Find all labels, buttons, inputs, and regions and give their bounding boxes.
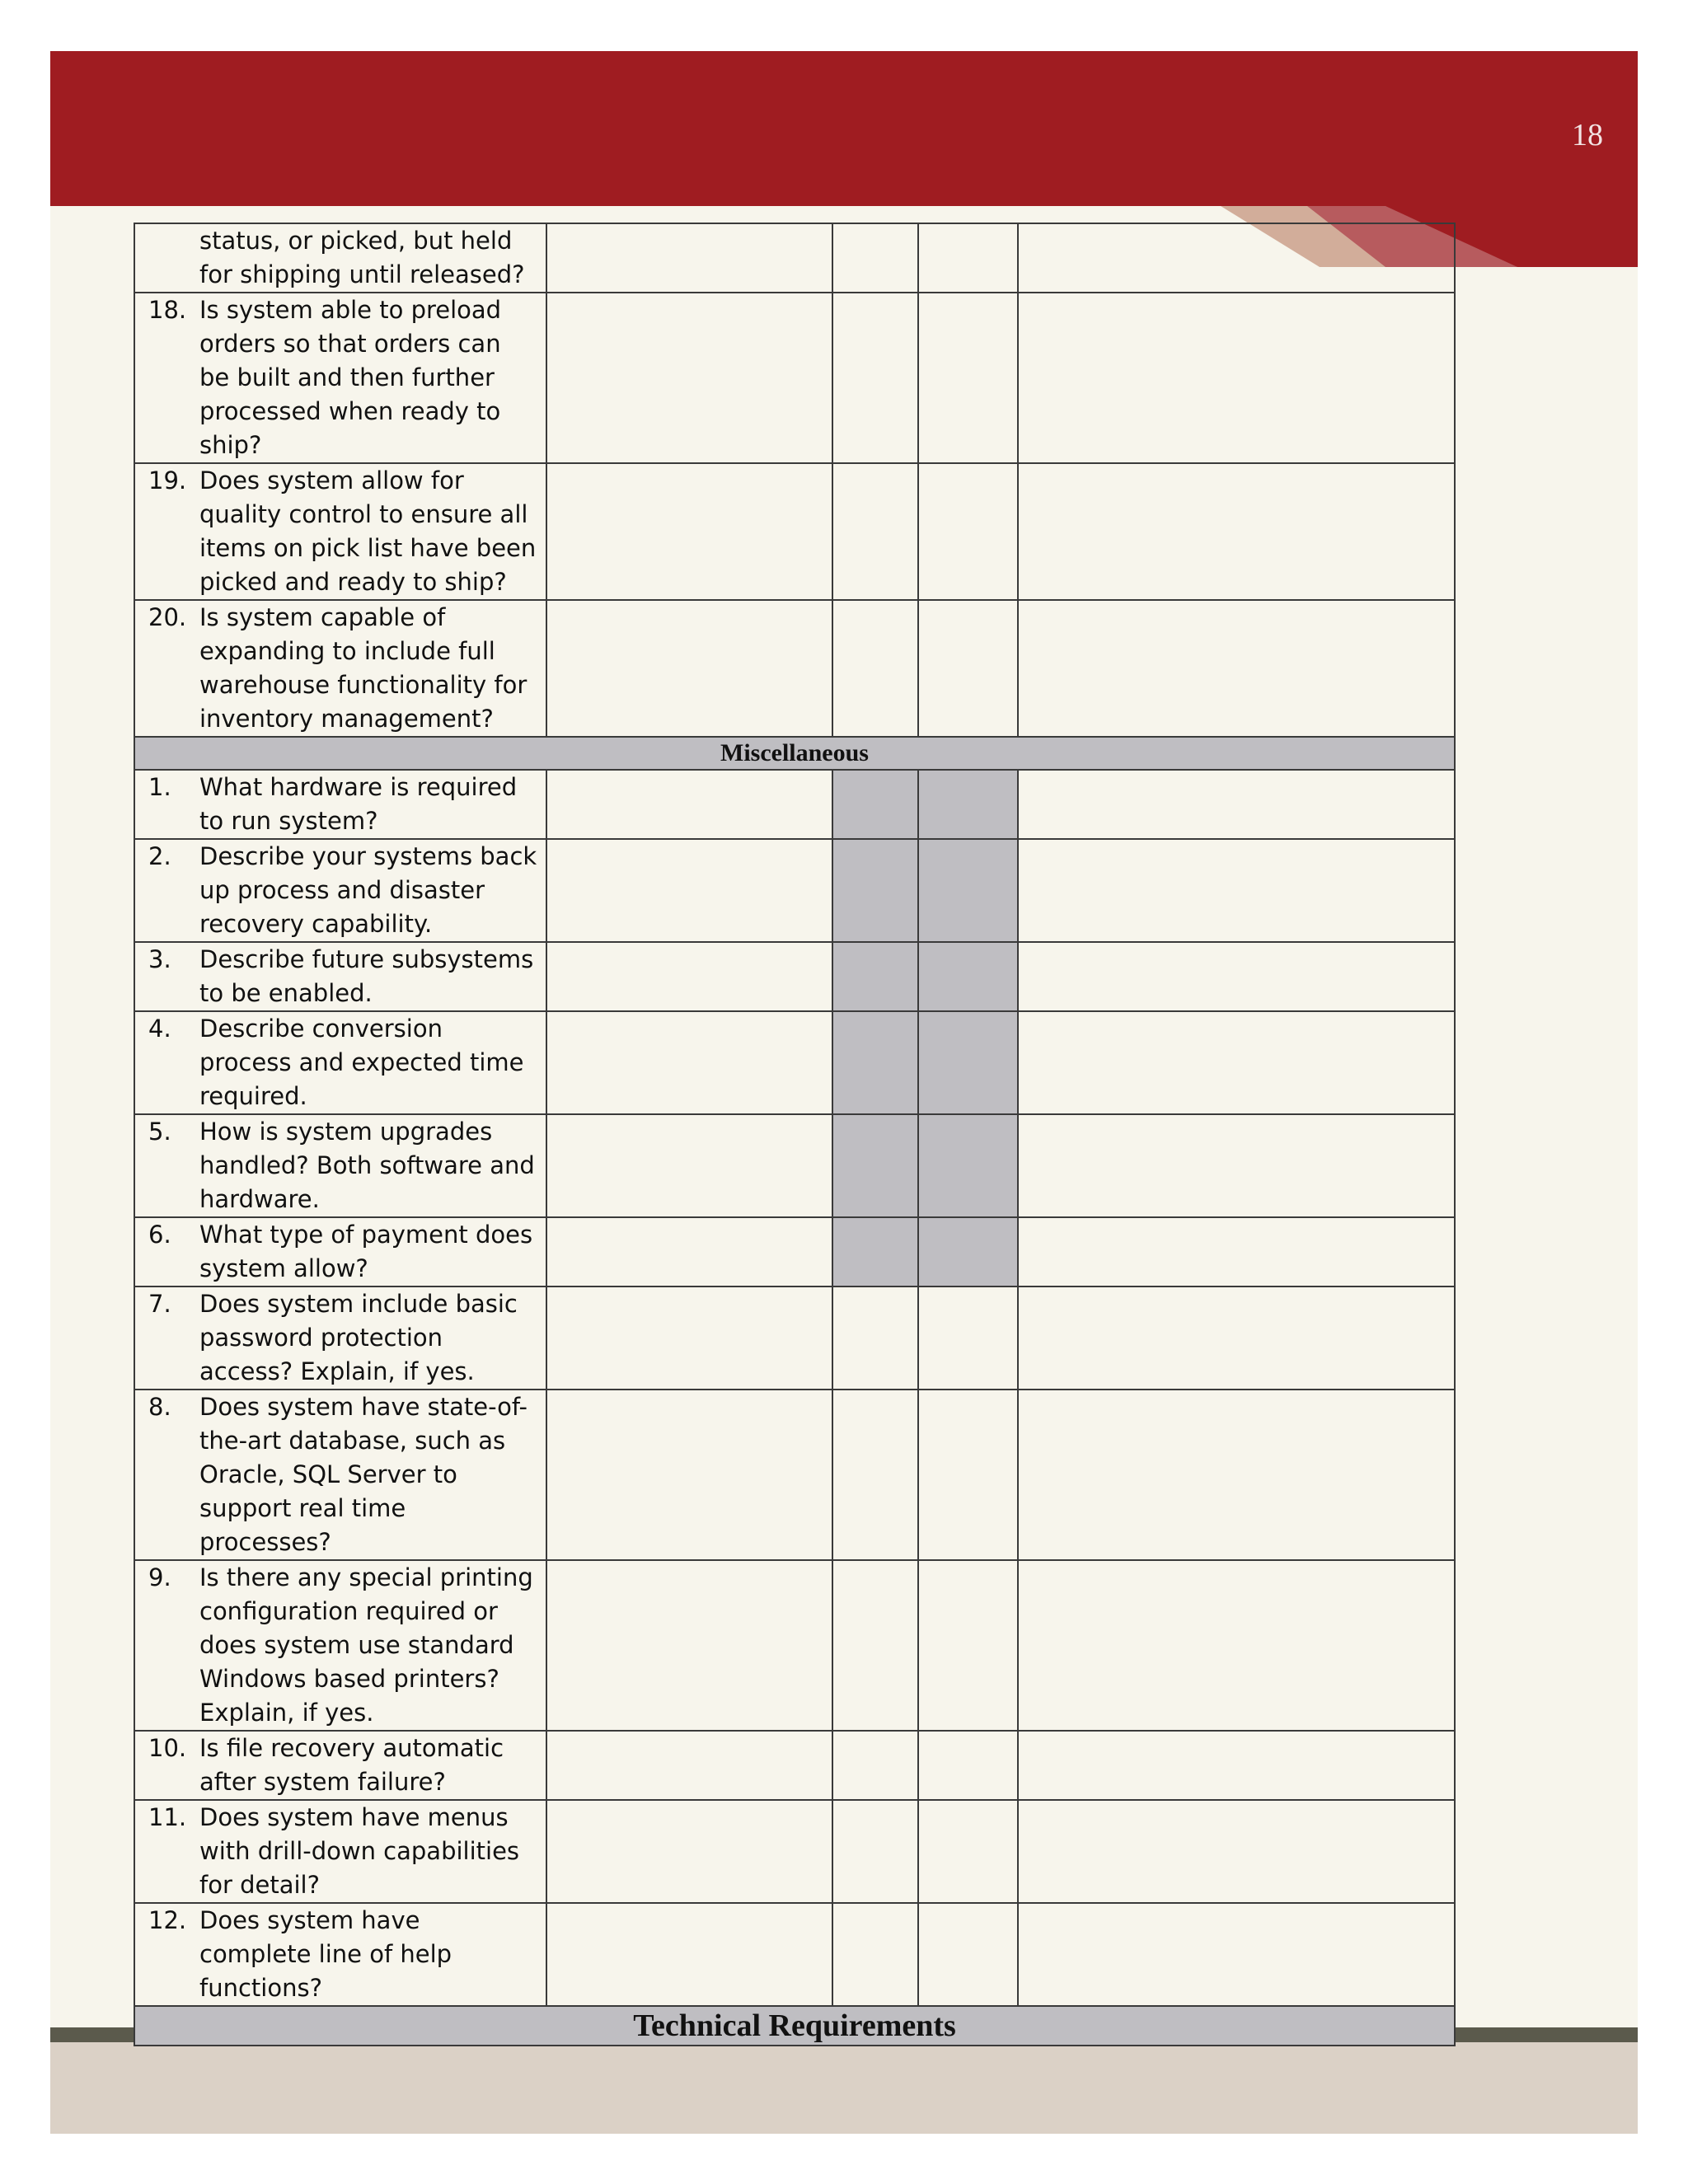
comments-cell[interactable] (1018, 1011, 1455, 1114)
comments-cell[interactable] (1018, 1560, 1455, 1731)
question-number: 10. (148, 1734, 187, 1762)
yes-cell[interactable] (832, 463, 918, 600)
question-text: Is file recovery automatic after system failure? (199, 1734, 504, 1796)
table-row (134, 839, 1455, 942)
response-cell[interactable] (546, 223, 832, 293)
question-cell (134, 1800, 546, 1903)
response-cell[interactable] (546, 1286, 832, 1390)
question-number: 9. (148, 1563, 171, 1591)
table-row (134, 1011, 1455, 1114)
table-row (134, 942, 1455, 1011)
question-cell (134, 839, 546, 942)
yes-cell[interactable] (832, 293, 918, 463)
question-number: 20. (148, 603, 187, 631)
yes-cell[interactable] (832, 223, 918, 293)
question-text: What hardware is required to run system? (199, 773, 518, 835)
question-cell (134, 1286, 546, 1390)
response-cell[interactable] (546, 1903, 832, 2006)
yes-cell[interactable] (832, 1114, 918, 1217)
comments-cell[interactable] (1018, 600, 1455, 737)
response-cell[interactable] (546, 770, 832, 839)
table-row (134, 223, 1455, 293)
question-cell (134, 770, 546, 839)
question-number: 18. (148, 296, 187, 324)
table-row (134, 1560, 1455, 1731)
table-row (134, 1903, 1455, 2006)
no-cell[interactable] (918, 463, 1018, 600)
comments-cell[interactable] (1018, 223, 1455, 293)
table-row (134, 1286, 1455, 1390)
response-cell[interactable] (546, 600, 832, 737)
question-text: Does system have complete line of help functions? (199, 1906, 452, 2002)
question-number: 11. (148, 1803, 187, 1831)
question-text: Describe conversion process and expected time required. (199, 1015, 524, 1110)
yes-cell[interactable] (832, 1286, 918, 1390)
question-cell (134, 1560, 546, 1731)
no-cell[interactable] (918, 770, 1018, 839)
comments-cell[interactable] (1018, 1903, 1455, 2006)
question-cell (134, 1011, 546, 1114)
table-row (134, 463, 1455, 600)
no-cell[interactable] (918, 1011, 1018, 1114)
no-cell[interactable] (918, 1390, 1018, 1560)
no-cell[interactable] (918, 1903, 1018, 2006)
response-cell[interactable] (546, 1390, 832, 1560)
comments-cell[interactable] (1018, 770, 1455, 839)
response-cell[interactable] (546, 1011, 832, 1114)
question-number: 7. (148, 1290, 171, 1318)
question-text: What type of payment does system allow? (199, 1221, 533, 1282)
question-cell (134, 600, 546, 737)
header-band (50, 51, 1638, 206)
question-cell (134, 1903, 546, 2006)
yes-cell[interactable] (832, 1903, 918, 2006)
question-text: How is system upgrades handled? Both software and hardware. (199, 1118, 535, 1213)
question-text: status, or picked, but held for shipping until released? (199, 227, 525, 288)
response-cell[interactable] (546, 1114, 832, 1217)
yes-cell[interactable] (832, 770, 918, 839)
yes-cell[interactable] (832, 1800, 918, 1903)
question-cell (134, 463, 546, 600)
comments-cell[interactable] (1018, 1800, 1455, 1903)
question-number: 4. (148, 1015, 171, 1043)
question-text: Describe future subsystems to be enabled. (199, 945, 534, 1007)
question-cell (134, 223, 546, 293)
question-number: 5. (148, 1118, 171, 1146)
question-cell (134, 1731, 546, 1800)
response-cell[interactable] (546, 463, 832, 600)
question-number: 19. (148, 466, 187, 494)
question-number: 6. (148, 1221, 171, 1249)
response-cell[interactable] (546, 293, 832, 463)
section-header-miscellaneous (134, 737, 1455, 770)
question-text: Does system allow for quality control to ensure all items on pick list have been picked and ready to ship? (199, 466, 537, 596)
no-cell[interactable] (918, 600, 1018, 737)
comments-cell[interactable] (1018, 839, 1455, 942)
question-number (135, 224, 199, 292)
question-text: Is system able to preload orders so that orders can be built and then further processed when ready to ship? (199, 296, 502, 459)
comments-cell[interactable] (1018, 1390, 1455, 1560)
comments-cell[interactable] (1018, 1114, 1455, 1217)
table-row (134, 293, 1455, 463)
yes-cell[interactable] (832, 1011, 918, 1114)
question-cell (134, 293, 546, 463)
yes-cell[interactable] (832, 839, 918, 942)
question-text: Describe your systems back up process and disaster recovery capability. (199, 842, 537, 938)
comments-cell[interactable] (1018, 1217, 1455, 1286)
no-cell[interactable] (918, 942, 1018, 1011)
question-text: Does system include basic password protection access? Explain, if yes. (199, 1290, 518, 1385)
comments-cell[interactable] (1018, 1286, 1455, 1390)
question-number: 8. (148, 1393, 171, 1421)
yes-cell[interactable] (832, 600, 918, 737)
no-cell[interactable] (918, 1800, 1018, 1903)
question-cell (134, 1114, 546, 1217)
question-text: Is there any special printing configuration required or does system use standard Windows based printers? Explain, if yes. (199, 1563, 533, 1727)
requirements-table (134, 223, 1456, 2046)
response-cell[interactable] (546, 839, 832, 942)
comments-cell[interactable] (1018, 942, 1455, 1011)
question-number: 2. (148, 842, 171, 870)
table-row (134, 600, 1455, 737)
no-cell[interactable] (918, 293, 1018, 463)
comments-cell[interactable] (1018, 1731, 1455, 1800)
response-cell[interactable] (546, 1731, 832, 1800)
question-number: 1. (148, 773, 171, 801)
yes-cell[interactable] (832, 1560, 918, 1731)
section-header-technical-requirements-title: Technical Requirements (134, 2006, 1455, 2046)
question-number: 12. (148, 1906, 187, 1934)
table-row (134, 1800, 1455, 1903)
table-row (134, 1217, 1455, 1286)
page-number: 18 (1572, 118, 1603, 152)
comments-cell[interactable] (1018, 463, 1455, 600)
response-cell[interactable] (546, 1800, 832, 1903)
footer-band (50, 2042, 1638, 2134)
question-text: Does system have menus with drill-down capabilities for detail? (199, 1803, 520, 1899)
question-number: 3. (148, 945, 171, 973)
no-cell[interactable] (918, 1731, 1018, 1800)
yes-cell[interactable] (832, 1390, 918, 1560)
question-cell (134, 942, 546, 1011)
response-cell[interactable] (546, 1560, 832, 1731)
no-cell[interactable] (918, 1560, 1018, 1731)
section-header-miscellaneous-title: Miscellaneous (134, 737, 1455, 770)
table-row (134, 1731, 1455, 1800)
question-text: Is system capable of expanding to include full warehouse functionality for inventory management? (199, 603, 528, 733)
table-row (134, 1114, 1455, 1217)
table-row (134, 770, 1455, 839)
section-header-technical-requirements (134, 2006, 1455, 2046)
no-cell[interactable] (918, 1286, 1018, 1390)
response-cell[interactable] (546, 1217, 832, 1286)
comments-cell[interactable] (1018, 293, 1455, 463)
response-cell[interactable] (546, 942, 832, 1011)
yes-cell[interactable] (832, 1217, 918, 1286)
question-cell (134, 1390, 546, 1560)
yes-cell[interactable] (832, 1731, 918, 1800)
yes-cell[interactable] (832, 942, 918, 1011)
no-cell[interactable] (918, 223, 1018, 293)
question-text: Does system have state-of-the-art database, such as Oracle, SQL Server to support real time processes? (199, 1393, 528, 1556)
no-cell[interactable] (918, 1114, 1018, 1217)
table-row (134, 1390, 1455, 1560)
no-cell[interactable] (918, 839, 1018, 942)
question-cell (134, 1217, 546, 1286)
no-cell[interactable] (918, 1217, 1018, 1286)
